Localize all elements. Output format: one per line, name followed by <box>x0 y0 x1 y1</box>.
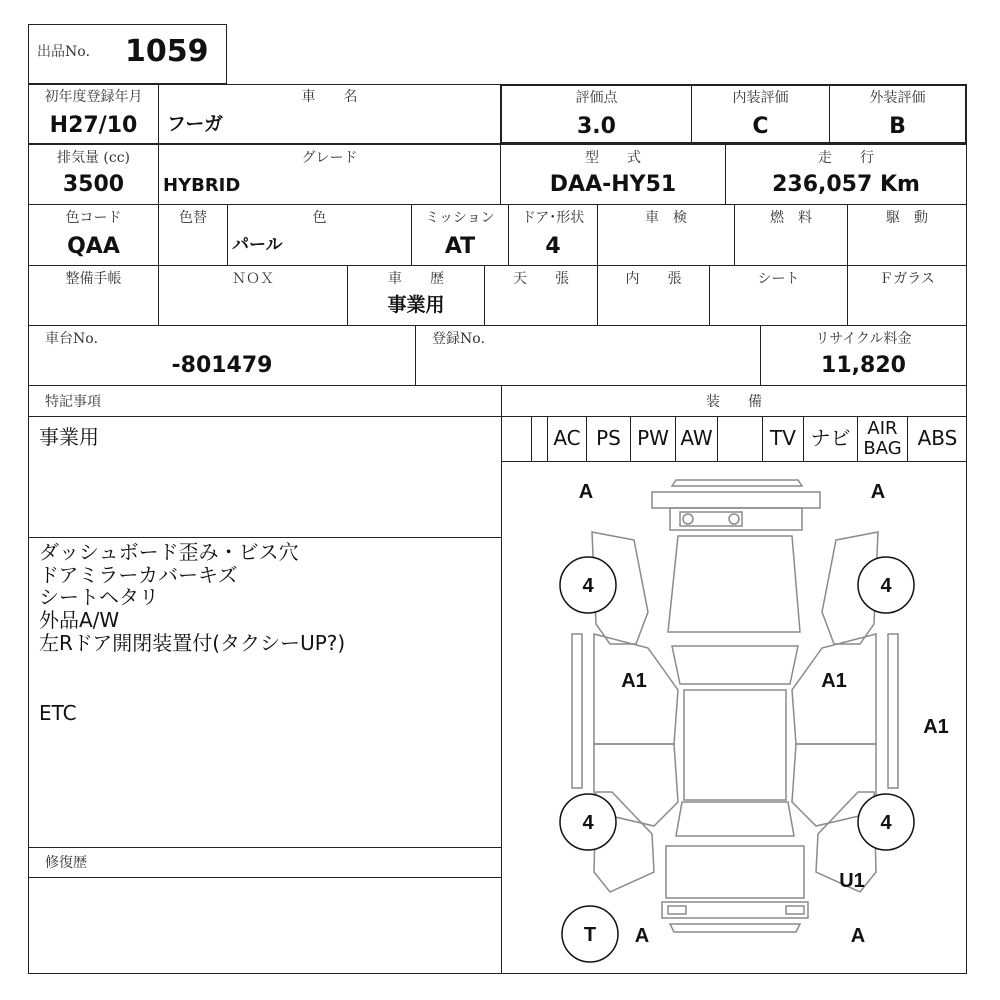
chassis-cell <box>28 325 416 386</box>
recycle-cell <box>760 325 967 386</box>
color-code-value: QAA <box>67 234 120 259</box>
tire-front-right-label: 4 <box>880 575 892 597</box>
windshield-shape <box>672 646 798 684</box>
repair-label: 修復歴 <box>45 855 87 871</box>
mission-cell <box>411 204 509 266</box>
rear-u1-label: U1 <box>839 870 865 892</box>
note-line: ダッシュボード歪み・ビス穴 <box>39 540 299 564</box>
mission-label: ミッション <box>425 210 495 226</box>
repair-cell <box>28 877 502 974</box>
interior-grade-label: 内装評価 <box>732 90 789 106</box>
equip-abs-label: ABS <box>917 426 958 450</box>
equipment-row <box>501 416 967 462</box>
drive-cell <box>847 204 967 266</box>
lot-box <box>28 24 227 84</box>
nox-cell <box>158 265 348 326</box>
inspection-label: 車 検 <box>645 210 687 226</box>
chassis-value: -801479 <box>171 353 273 378</box>
recycle-label: リサイクル料金 <box>815 331 912 347</box>
reg-no-cell <box>415 325 761 386</box>
reg-no-label: 登録No． <box>432 331 495 347</box>
displacement-label: 排気量 (cc) <box>56 150 131 166</box>
roof-shape <box>684 690 786 800</box>
notes-header <box>28 385 502 417</box>
front-bumper-outline <box>652 492 820 508</box>
rear-left-label: A <box>634 925 650 947</box>
spare-tire-label: T <box>583 924 597 946</box>
interior-grade-cell <box>691 84 830 144</box>
history-value: 事業用 <box>387 294 445 316</box>
rear-window-shape <box>676 802 794 836</box>
right-side-skirt <box>888 634 898 788</box>
rear-bumper-lower <box>670 924 800 932</box>
car-name-cell <box>158 84 501 144</box>
equip-ps-label: PS <box>596 426 621 450</box>
notes-body-cell <box>28 537 502 848</box>
note-etc: ETC <box>39 701 77 725</box>
car-name-label: 車 名 <box>301 89 358 105</box>
equip-aw <box>675 416 718 462</box>
fuel-label: 燃 料 <box>770 210 812 226</box>
pillar-right-label: A1 <box>821 670 847 692</box>
left-side-skirt <box>572 634 582 788</box>
equip-navi <box>803 416 858 462</box>
note-line: 左Rドア開閉装置付(タクシーUP?) <box>39 631 346 655</box>
exterior-grade-label: 外装評価 <box>869 90 926 106</box>
model-value: DAA-HY51 <box>549 172 677 197</box>
repair-header <box>28 847 502 878</box>
mission-value: AT <box>444 234 476 259</box>
equip-blank-2 <box>717 416 763 462</box>
lot-label: 出品No． <box>37 44 100 60</box>
equip-airbag <box>857 416 908 462</box>
equipment-header <box>501 385 967 417</box>
equip-ac <box>547 416 587 462</box>
equip-navi-label: ナビ <box>810 426 851 450</box>
door-label: ドア･形状 <box>521 210 585 226</box>
equip-tv-label: TV <box>770 426 796 450</box>
color-cell <box>227 204 412 266</box>
equip-aw-label: AW <box>680 426 713 450</box>
rear-right-label: A <box>850 925 866 947</box>
interior-trim-label: 内 張 <box>625 271 682 287</box>
fuel-cell <box>734 204 848 266</box>
equip-ac-label: AC <box>553 426 581 450</box>
nox-label: ＮＯＸ <box>232 271 274 287</box>
exterior-grade-value: B <box>889 114 906 139</box>
car-name-value: フーガ <box>167 113 224 135</box>
recycle-value: 11,820 <box>821 353 906 378</box>
color-change-cell <box>158 204 228 266</box>
mileage-cell <box>725 144 967 205</box>
notes-label: 特記事項 <box>45 394 101 410</box>
note-line: ドアミラーカバーキズ <box>39 563 238 587</box>
score-value: 3.0 <box>577 114 616 139</box>
tire-rear-right-label: 4 <box>880 812 892 834</box>
mileage-label: 走 行 <box>818 150 874 166</box>
fglass-cell <box>847 265 967 326</box>
hood-shape <box>668 536 800 632</box>
equip-airbag-label: AIR BAG <box>863 418 902 459</box>
front-left-label: A <box>578 481 594 503</box>
car-diagram-panel <box>501 461 967 974</box>
note-line: シートヘタリ <box>39 585 159 609</box>
notes-top-text: 事業用 <box>39 425 99 449</box>
color-change-label: 色替 <box>179 210 207 226</box>
drive-label: 駆 動 <box>886 210 928 226</box>
maintenance-label: 整備手帳 <box>65 271 122 287</box>
history-cell <box>347 265 485 326</box>
displacement-value: 3500 <box>62 172 125 197</box>
model-label: 型 式 <box>585 150 641 166</box>
seat-label: シート <box>757 271 800 287</box>
maintenance-cell <box>28 265 159 326</box>
first-reg-label: 初年度登録年月 <box>44 89 143 105</box>
note-line: 外品A/W <box>39 608 120 632</box>
inspection-cell <box>597 204 735 266</box>
first-reg-cell <box>28 84 159 144</box>
trunk-shape <box>666 846 804 898</box>
displacement-cell <box>28 144 159 205</box>
tire-front-left-label: 4 <box>582 575 594 597</box>
door-cell <box>508 204 598 266</box>
door-value: 4 <box>545 234 561 259</box>
tire-rear-left-label: 4 <box>582 812 594 834</box>
score-label: 評価点 <box>575 90 618 106</box>
mileage-value: 236,057 Km <box>772 172 920 197</box>
color-label: 色 <box>312 210 327 226</box>
color-code-label: 色コード <box>65 210 122 226</box>
chassis-label: 車台No． <box>45 331 108 347</box>
equip-pw-label: PW <box>637 426 669 450</box>
side-right-label: A1 <box>923 716 949 738</box>
color-code-cell <box>28 204 159 266</box>
grade-value: HYBRID <box>163 175 241 196</box>
seat-cell <box>709 265 848 326</box>
front-bumper-shape <box>672 480 802 486</box>
fglass-label: Ｆガラス <box>879 271 935 287</box>
exterior-grade-cell <box>829 84 967 144</box>
roof-label: 天 張 <box>513 271 569 287</box>
equip-blank <box>531 416 548 462</box>
interior-trim-cell <box>597 265 710 326</box>
equipment-label: 装 備 <box>706 394 762 410</box>
equip-pw <box>630 416 676 462</box>
front-right-label: A <box>870 481 886 503</box>
interior-grade-value: C <box>752 114 769 139</box>
notes-top-cell <box>28 416 502 538</box>
color-value: パール <box>232 235 283 255</box>
model-cell <box>500 144 726 205</box>
equip-abs <box>907 416 967 462</box>
equip-tv <box>762 416 804 462</box>
grade-label: グレード <box>301 150 358 166</box>
grade-cell <box>158 144 501 205</box>
first-reg-value: H27/10 <box>49 113 138 138</box>
equip-ps <box>586 416 631 462</box>
score-cell <box>500 84 692 144</box>
pillar-left-label: A1 <box>621 670 647 692</box>
lot-number: 1059 <box>125 34 209 69</box>
car-diagram <box>502 462 967 974</box>
roof-cell <box>484 265 598 326</box>
history-label: 車 歴 <box>388 271 444 287</box>
